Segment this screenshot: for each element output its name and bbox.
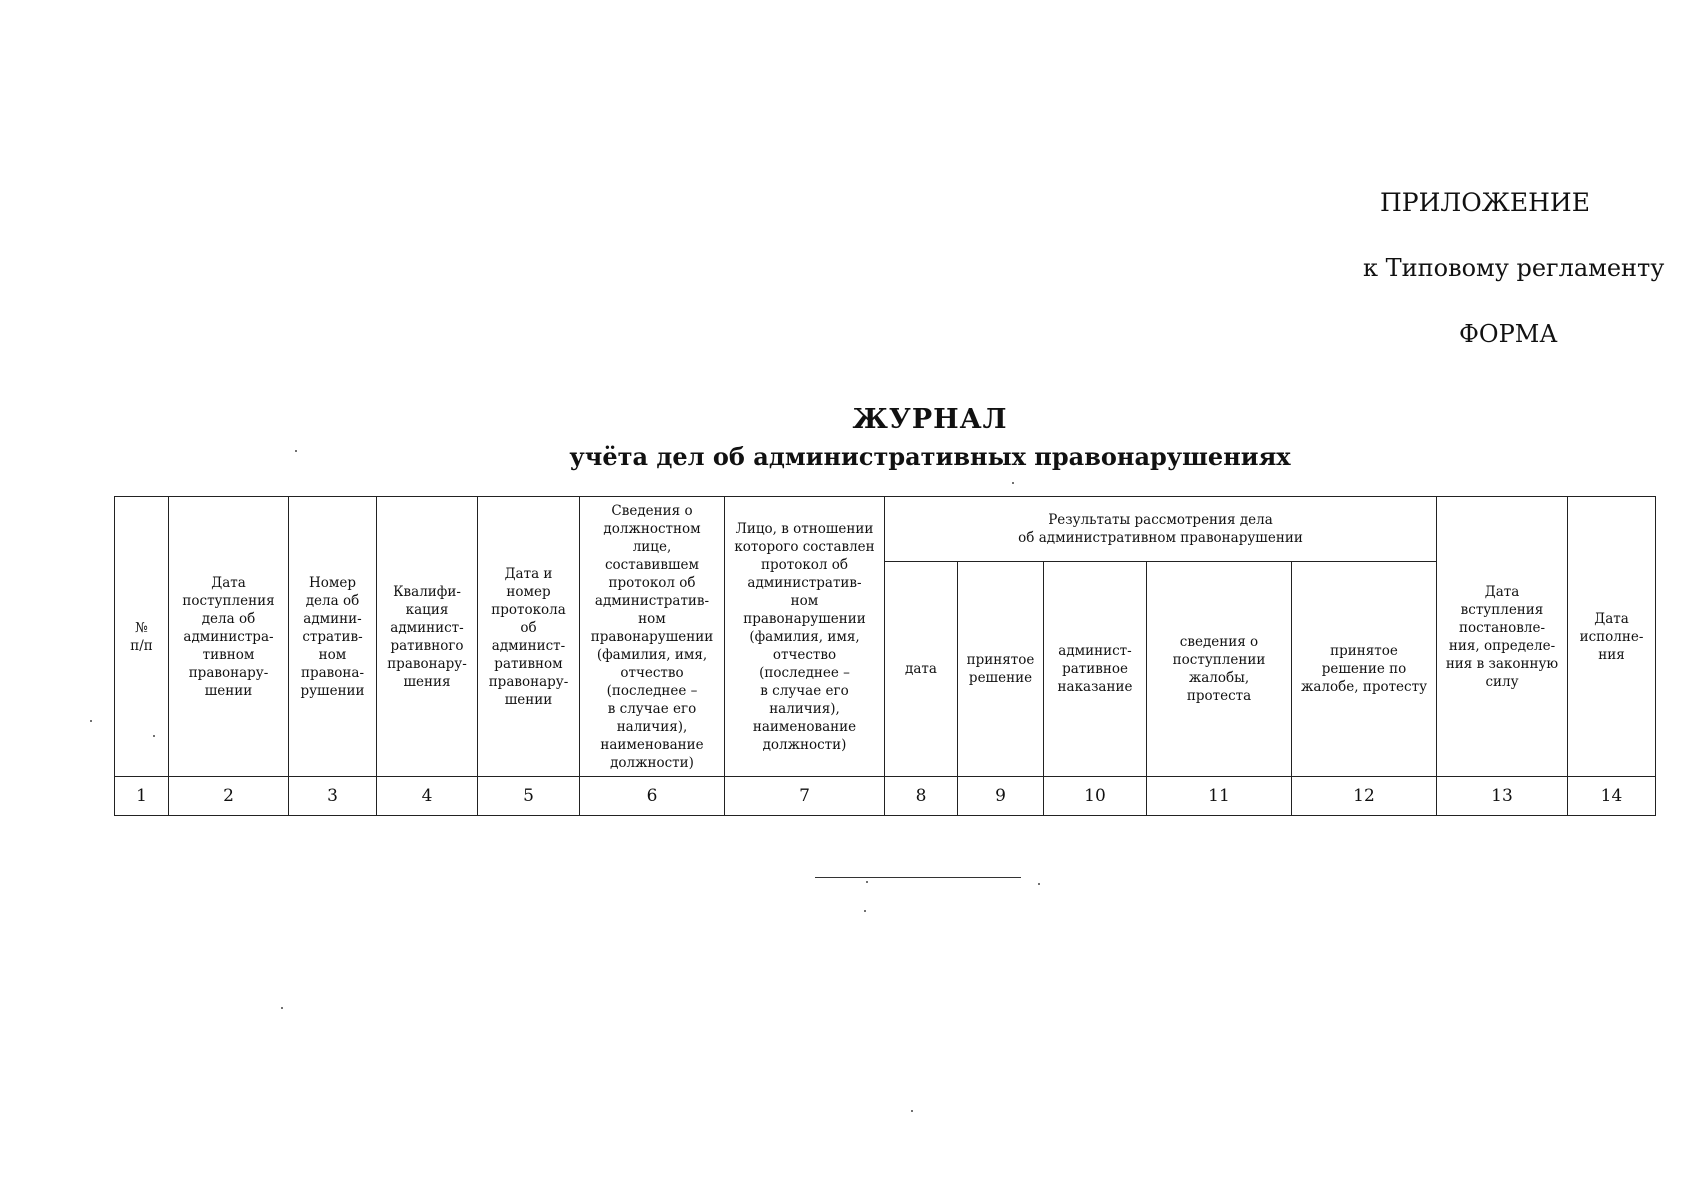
journal-subtitle: учёта дел об административных правонарушениях: [569, 442, 1291, 471]
appendix-title: ПРИЛОЖЕНИЕ: [1380, 188, 1590, 217]
column-number: 2: [169, 777, 289, 816]
column-number: 8: [885, 777, 958, 816]
column-number: 11: [1147, 777, 1292, 816]
scan-speck: [90, 720, 92, 722]
column-number: 1: [115, 777, 169, 816]
column-number: 12: [1292, 777, 1437, 816]
appendix-subtitle: к Типовому регламенту: [1363, 254, 1665, 282]
col-header-5: Дата и номер протокола об админист- ративном правонару- шении: [478, 497, 580, 777]
col-header-14: Дата исполне- ния: [1568, 497, 1656, 777]
column-number: 7: [725, 777, 885, 816]
scan-speck: [866, 881, 868, 883]
column-number: 3: [289, 777, 377, 816]
column-number: 5: [478, 777, 580, 816]
form-label: ФОРМА: [1459, 320, 1558, 348]
journal-title: ЖУРНАЛ: [852, 404, 1008, 435]
scan-speck: [153, 735, 155, 737]
scan-speck: [281, 1007, 283, 1009]
column-number-row: [115, 777, 1656, 816]
col-header-4: Квалифи- кация админист- ративного правонару- шения: [377, 497, 478, 777]
column-number: 14: [1568, 777, 1656, 816]
register-table: [114, 496, 1656, 816]
group-header-results: Результаты рассмотрения дела об административном правонарушении: [885, 497, 1437, 562]
scan-speck: [911, 1110, 913, 1112]
col-header-10: админист- ративное наказание: [1044, 562, 1147, 777]
col-header-1: № п/п: [115, 497, 169, 777]
column-number: 13: [1437, 777, 1568, 816]
col-header-13: Дата вступления постановле- ния, определе- ния в законную силу: [1437, 497, 1568, 777]
col-header-2: Дата поступления дела об администра- тивном правонару- шении: [169, 497, 289, 777]
column-number: 10: [1044, 777, 1147, 816]
signature-line: [815, 877, 1021, 878]
column-number: 6: [580, 777, 725, 816]
col-header-11: сведения о поступлении жалобы, протеста: [1147, 562, 1292, 777]
col-header-12: принятое решение по жалобе, протесту: [1292, 562, 1437, 777]
col-header-3: Номер дела об админи- стратив- ном правона- рушении: [289, 497, 377, 777]
col-header-8: дата: [885, 562, 958, 777]
col-header-7: Лицо, в отношении которого составлен протокол об административ- ном правонарушении (фамилия, имя, отчество (последнее – в случае его наличия), наименование должности): [725, 497, 885, 777]
scan-speck: [1012, 482, 1014, 484]
col-header-6: Сведения о должностном лице, составившем протокол об административ- ном правонарушении (фамилия, имя, отчество (последнее – в случае его наличия), наименование должности): [580, 497, 725, 777]
column-number: 9: [958, 777, 1044, 816]
scan-speck: [1038, 883, 1040, 885]
column-number: 4: [377, 777, 478, 816]
col-header-9: принятое решение: [958, 562, 1044, 777]
scan-speck: [864, 910, 866, 912]
scan-speck: [295, 450, 297, 452]
